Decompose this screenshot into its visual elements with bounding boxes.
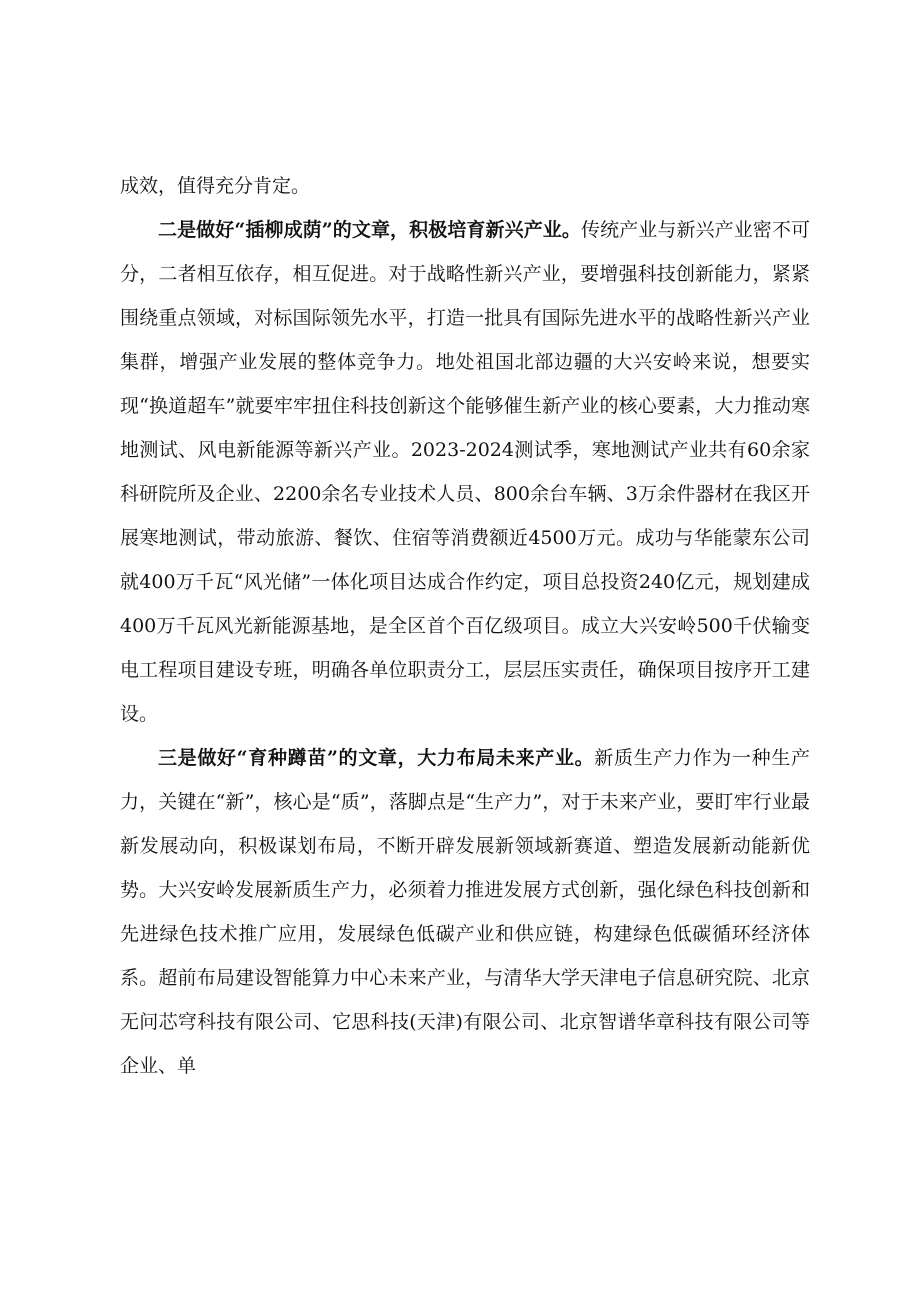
body-text [120, 164, 810, 1088]
paragraph-lead: 三是做好“育种蹲苗”的文章，大力布局未来产业。 [158, 747, 595, 769]
paragraph-emerging-industries [120, 208, 810, 736]
paragraph-future-industries [120, 736, 810, 1088]
paragraph-continuation [120, 164, 810, 208]
paragraph-body: 成效，值得充分肯定。 [120, 175, 311, 197]
paragraph-body: 新质生产力作为一种生产力，关键在“新”，核心是“质”，落脚点是“生产力”，对于未来产业，要盯牢行业最新发展动向，积极谋划布局，不断开辟发展新领域新赛道、塑造发展新动能新优势。大兴安岭发展新质生产力，必须着力推进发展方式创新，强化绿色科技创新和先进绿色技术推广应用，发展绿色低碳产业和供应链，构建绿色低碳循环经济体系。超前布局建设智能算力中心未来产业，与清华大学天津电子信息研究院、北京无问芯穹科技有限公司、它思科技(天津)有限公司、北京智谱华章科技有限公司等企业、单 [120, 747, 810, 1077]
paragraph-lead: 二是做好“插柳成荫”的文章，积极培育新兴产业。 [158, 219, 581, 241]
paragraph-body: 传统产业与新兴产业密不可分，二者相互依存，相互促进。对于战略性新兴产业，要增强科技创新能力，紧紧围绕重点领域，对标国际领先水平，打造一批具有国际先进水平的战略性新兴产业集群，增强产业发展的整体竞争力。地处祖国北部边疆的大兴安岭来说，想要实现“换道超车”就要牢牢扭住科技创新这个能够催生新产业的核心要素，大力推动寒地测试、风电新能源等新兴产业。2023-2024测试季，寒地测试产业共有60余家科研院所及企业、2200余名专业技术人员、800余台车辆、3万余件器材在我区开展寒地测试，带动旅游、餐饮、住宿等消费额近4500万元。成功与华能蒙东公司就400万千瓦“风光储”一体化项目达成合作约定，项目总投资240亿元，规划建成400万千瓦风光新能源基地，是全区首个百亿级项目。成立大兴安岭500千伏输变电工程项目建设专班，明确各单位职责分工，层层压实责任，确保项目按序开工建设。 [120, 219, 810, 725]
